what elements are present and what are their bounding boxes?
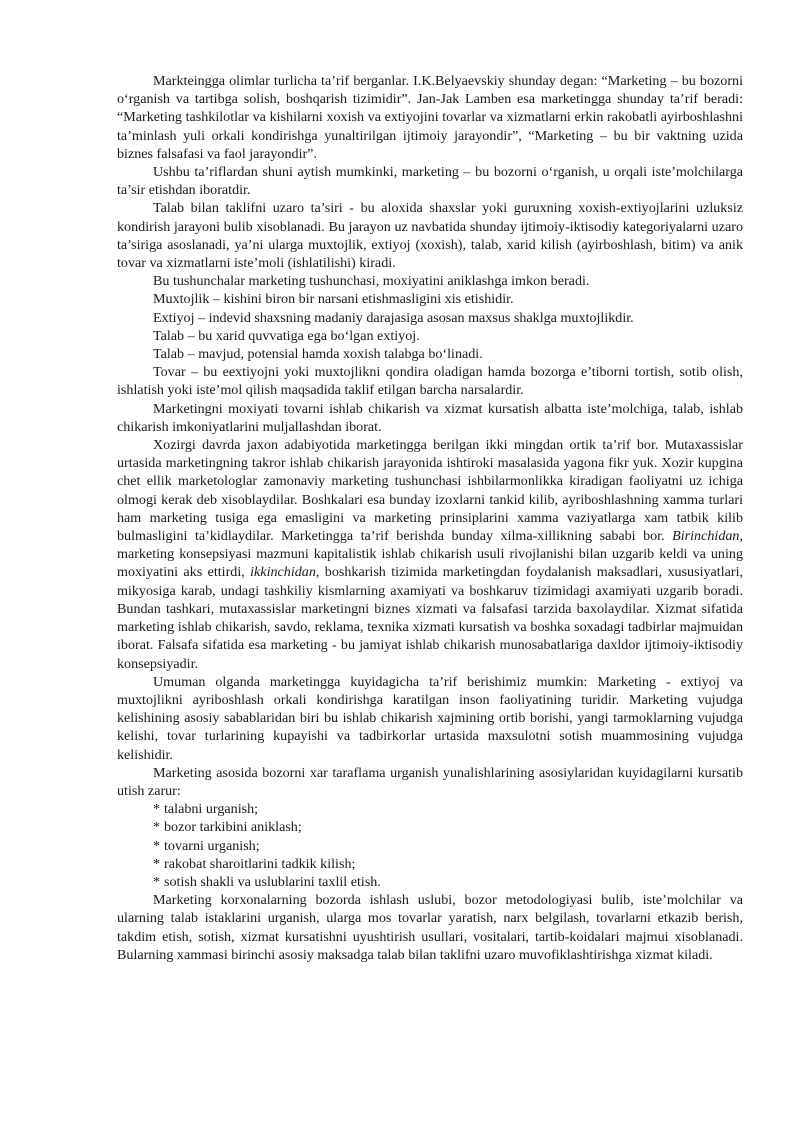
list-item-text: tovarni urganish; [164,837,260,854]
emphasis-second: ikkinchidan [250,564,316,581]
list-item [117,818,743,836]
bullet-mark: * [153,873,161,890]
paragraph-demand: Talab – bu xarid quvvatiga ega bo‘lgan extiyoj. [153,327,420,344]
list-item [117,873,743,891]
list-item [117,800,743,818]
paragraph-demand-types: Talab – mavjud, potensial hamda xoxish talabga bo‘linadi. [153,346,483,363]
list-item [117,855,743,873]
paragraph-supply-demand: Talab bilan taklifni uzaro ta’siri - bu aloxida shaxslar yoki guruxning xoxish-extiyojlarini uzluksiz kondirish jarayoni bulib xisoblanadi. Bu jarayon uz navbatida shunday ijtimoiy-iktisodiy kategoriyalarni uzaro ta’siriga asoslanadi, ya’ni ularga muxtojlik, extiyoj (xoxish), talab, xarid kilish (ayirboshlash, bitim) va anik tovar va xizmatlarni iste’moli (ishlatilishi) kiradi. [117,200,743,272]
paragraph-closing: Marketing korxonalarning bozorda ishlash uslubi, bozor metodologiyasi bulib, iste’molchilar va ularning talab istaklarini urganish, ularga mos tovarlar yaratish, narx belgilash, tovarlarni etkazib berish, takdim etish, sotish, xizmat kursatishni uyushtirish usullari, vositalari, tartib-koidalari majmui xisoblanadi. Bularning xammasi birinchi asosiy maksadga talab bilan taklifni uzaro muvofiklashtirishga xizmat kiladi. [117,892,743,963]
document-page [117,72,743,964]
list-item-text: bozor tarkibini aniklash; [164,819,302,836]
paragraph-product: Tovar – bu eextiyojni yoki muxtojlikni qondira oladigan hamda bozorga e’tiborni tortish, sotib olish, ishlatish yoki iste’mol qilish maqsadida taklif etilgan barcha narsalardir. [117,364,743,399]
bullet-mark: * [153,837,161,854]
paragraph-concepts-intro: Bu tushunchalar marketing tushunchasi, moxiyatini aniklashga imkon beradi. [153,273,590,290]
paragraph-need: Muxtojlik – kishini biron bir narsani etishmasligini xis etishidir. [153,291,514,308]
emphasis-first: Birinchidan [672,528,740,545]
paragraph-general-definition: Umuman olganda marketingga kuyidagicha ta’rif berishimiz mumkin: Marketing - extiyoj va muxtojlikni ayriboshlash orkali kondirishga karatilgan inson faoliyatining turidir. Marketing vujudga kelishining asosiy sabablaridan biri bu ishlab chikarish xajmining ortib borishi, yangi tarmoklarning vujudga kelishi, tovar turlarining kupayishi va tadbirkorlar urtasida maxsulotni sotish muammosining vujudga kelishidir. [117,673,743,763]
paragraph-modern-views-part1: Xozirgi davrda jaxon adabiyotida marketingga berilgan ikki mingdan ortik ta’rif bor. Mutaxassislar urtasida marketingning takror ishlab chikarish jarayonida ishtiroki masalasida yagona fikr yuk. Xozir kupgina chet ellik marketologlar zamonaviy marketing tushunchasi ishbilarmonlikka kiradigan faoliyatni uz ichiga olmogi kerak deb xisoblaydilar. Boshkalari esa bunday izoxlarni tankid kilib, ayriboshlashning xamma turlari ham marketing tusiga ega emasligini va marketing prinsiplarini xamma vaziyatlarga xam tatbik kilib bulmasligini ta’kidlaydilar. Marketingga ta’rif berishda bunday xilma-xillikning sababi bor. [117,437,743,545]
list-item-text: rakobat sharoitlarini tadkik kilish; [164,855,356,872]
paragraph-modern-views [117,436,743,673]
list-item-text: sotish shakli va uslublarini taxlil etish. [164,873,381,890]
paragraph-essence: Marketingni moxiyati tovarni ishlab chikarish va xizmat kursatish albatta iste’molchiga, talab, ishlab chikarish imkoniyatlarini muljallashdan iborat. [117,400,743,435]
paragraph-modern-views-part2: , marketing konsepsiyasi mazmuni kapitalistik ishlab chikarish usuli rivojlanishi bilan uzgarib keldi va uning moxiyatini aks ettirdi, [117,528,743,581]
list-item-text: talabni urganish; [164,801,259,818]
bullet-mark: * [153,819,161,836]
paragraph-want: Extiyoj – indevid shaxsning madaniy darajasiga asosan maxsus shaklga muxtojlikdir. [153,309,634,326]
paragraph-modern-views-part3: , boshkarish tizimida marketingdan foydalanish maksadlari, xususiyatlari, mikyosiga karab, undagi tashkiliy kismlarning axamiyati va boshkaruv tizimidagi axamiyati uzgarib boradi. Bundan tashkari, mutaxassislar marketingni biznes xizmati va falsafasi tarzida baxolaydilar. Xizmat sifatida marketing ishlab chikarish, savdo, reklama, texnika xizmati kursatish va boshka soxadagi tadbirlar majmuidan iborat. Falsafa sifatida esa marketing - bu jamiyat ishlab chikarish munosabatlariga daxldor ijtimoiy-iktisodiy konsepsiyadir. [117,564,744,672]
paragraph-definitions: Markteingga olimlar turlicha ta’rif berganlar. I.K.Belyaevskiy shunday degan: “Marketing – bu bozorni o‘rganish va tartibga solish, boshqarish tizimidir”. Jan-Jak Lamben esa marketingga shunday ta’rif beradi: “Marketing tashkilotlar va kishilarni xoxish va extiyojini tovarlar va xizmatlarni erkin rakobatli ayirboshlashni ta’minlash yuli orkali kondirishga yunaltirilgan ijtimoiy jarayondir”, “Marketing – bu bir vaktning uzida biznes falsafasi va faol jarayondir”. [117,73,743,162]
paragraph-summary: Ushbu ta’riflardan shuni aytish mumkinki, marketing – bu bozorni o‘rganish, u orqali iste’molchilarga ta’sir etishdan iboratdir. [117,164,743,199]
list-item [117,837,743,855]
bullet-mark: * [153,801,161,818]
paragraph-research-directions: Marketing asosida bozorni xar taraflama urganish yunalishlarining asosiylaridan kuyidagilarni kursatib utish zarur: [117,764,743,799]
bullet-mark: * [153,855,161,872]
